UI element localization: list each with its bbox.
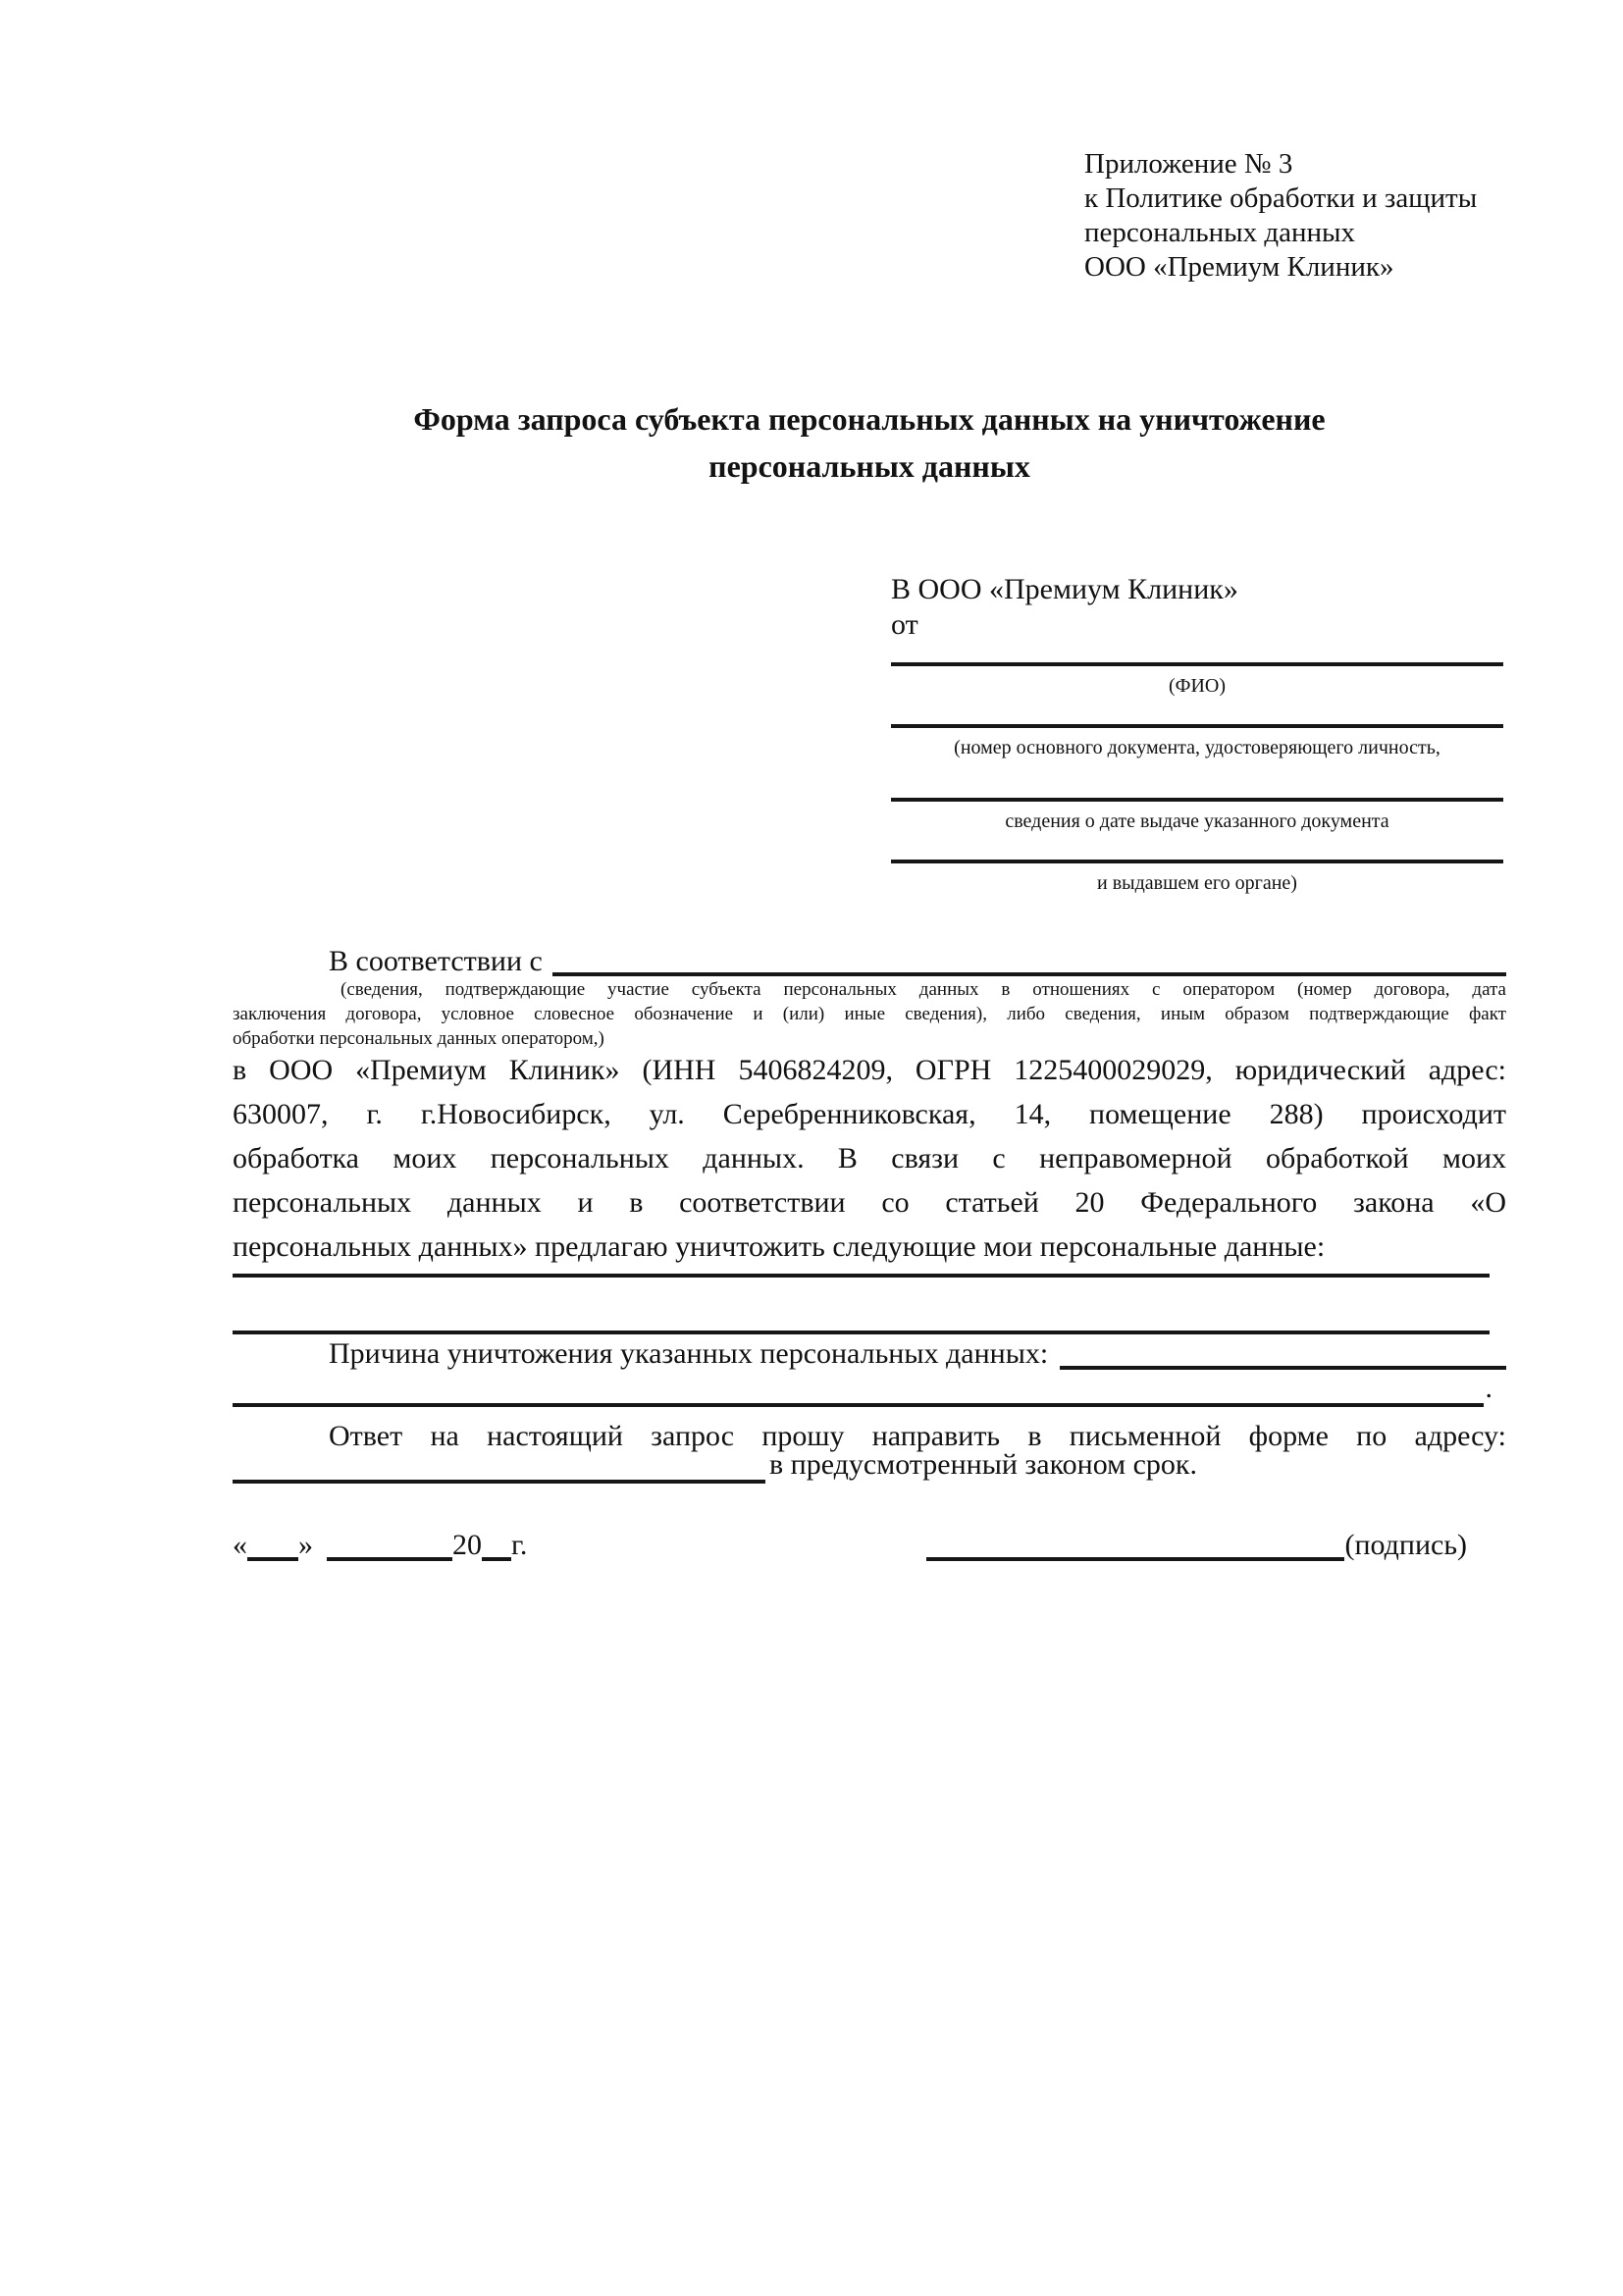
blank-line xyxy=(233,1480,765,1484)
date-year-prefix: 20 xyxy=(452,1529,482,1561)
signature-label: (подпись) xyxy=(1344,1529,1467,1561)
annex-header xyxy=(1084,147,1477,285)
blank-year xyxy=(482,1557,511,1561)
field-fio xyxy=(891,662,1503,698)
caption-line: обработки персональных данных оператором,) xyxy=(233,1028,604,1049)
field-document-date xyxy=(891,798,1503,833)
caption-line: (сведения, подтверждающие участие субъекта персональных данных в отношениях с оператором (номер договора, дата xyxy=(340,979,1506,1000)
field-document-number xyxy=(891,724,1503,759)
paragraph-line: обработка моих персональных данных. В связи с неправомерной обработкой моих xyxy=(233,1142,1506,1174)
answer-line1: Ответ на настоящий запрос прошу направить в письменной форме по адресу: xyxy=(329,1420,1506,1452)
paragraph-line: 630007, г. г.Новосибирск, ул. Серебренниковская, 14, помещение 288) происходит xyxy=(233,1098,1506,1130)
date-open-quote: « xyxy=(233,1529,247,1561)
annex-line: ООО «Премиум Клиник» xyxy=(1084,251,1394,283)
blank-line xyxy=(233,1403,1484,1407)
addressee-to: В ООО «Премиум Клиник» xyxy=(891,573,1238,605)
blank-line xyxy=(891,724,1503,728)
annex-line: персональных данных xyxy=(1084,217,1356,248)
blank-line xyxy=(891,798,1503,802)
field-label: (номер основного документа, удостоверяющего личность, xyxy=(954,737,1440,758)
field-issuing-authority xyxy=(891,860,1503,895)
blank-day xyxy=(247,1557,298,1561)
date-close-quote: » xyxy=(298,1529,313,1561)
addressee-block xyxy=(891,572,1503,643)
paragraph-line: персональных данных и в соответствии со статьей 20 Федерального закона «О xyxy=(233,1186,1506,1219)
main-paragraph xyxy=(233,1048,1506,1269)
period: . xyxy=(1485,1372,1492,1404)
accordance-caption xyxy=(233,977,1506,1051)
blank-line xyxy=(233,1274,1490,1278)
page-title-line2: персональных данных xyxy=(708,448,1030,484)
field-label: (ФИО) xyxy=(1168,675,1226,697)
annex-line: Приложение № 3 xyxy=(1084,148,1293,180)
signature-line xyxy=(926,1523,1467,1567)
page-title-line1: Форма запроса субъекта персональных данных на уничтожение xyxy=(413,401,1326,437)
blank-line xyxy=(552,972,1506,976)
page-title xyxy=(233,395,1506,490)
paragraph-line: персональных данных» предлагаю уничтожить следующие мои персональные данные: xyxy=(233,1230,1326,1263)
paragraph-line: в ООО «Премиум Клиник» (ИНН 5406824209, ОГРН 1225400029029, юридический адрес: xyxy=(233,1054,1506,1086)
answer-line2-suffix: в предусмотренный законом срок. xyxy=(769,1448,1197,1481)
field-label: сведения о дате выдаче указанного документа xyxy=(1005,810,1389,832)
date-year-suffix: г. xyxy=(511,1529,528,1561)
blank-line xyxy=(891,860,1503,863)
field-label: и выдавшем его органе) xyxy=(1097,872,1297,894)
answer-line2 xyxy=(233,1442,1506,1487)
date-line xyxy=(233,1523,527,1567)
accordance-prefix: В соответствии с xyxy=(329,945,543,977)
blank-line xyxy=(891,662,1503,666)
reason-continuation-row xyxy=(233,1366,1506,1410)
date-signature-row xyxy=(233,1523,1506,1567)
blank-month xyxy=(327,1557,452,1561)
accordance-row xyxy=(233,941,1506,982)
reason-label: Причина уничтожения указанных персональных данных: xyxy=(329,1337,1049,1370)
blank-signature xyxy=(926,1557,1344,1561)
addressee-from: от xyxy=(891,608,918,641)
caption-line: заключения договора, условное словесное обозначение и (или) иные сведения), либо сведения, иным образом подтверждающие факт xyxy=(233,1004,1506,1024)
annex-line: к Политике обработки и защиты xyxy=(1084,183,1478,214)
